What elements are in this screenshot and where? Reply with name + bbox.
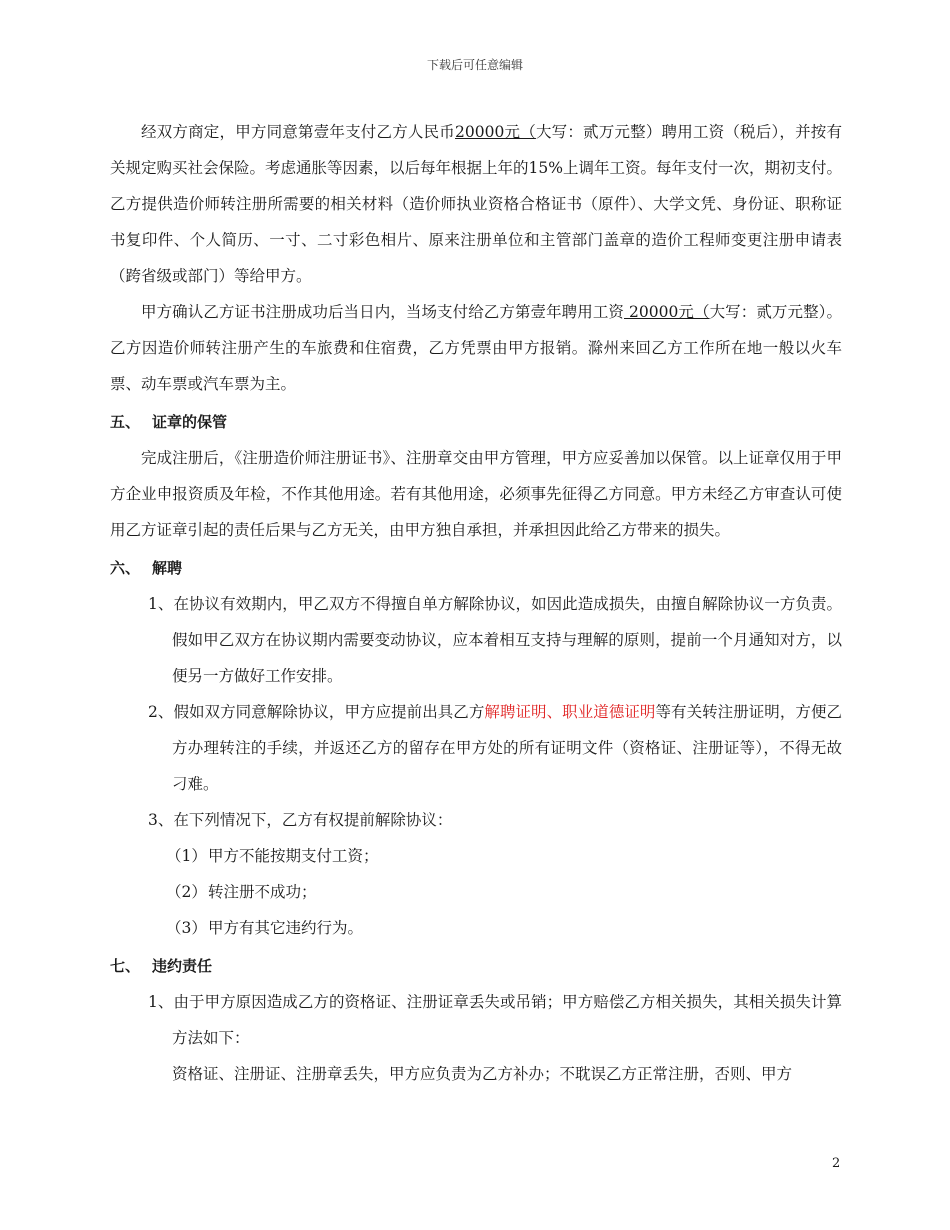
section-title: 违约责任 [152, 957, 213, 975]
highlight-separator: 、 [546, 703, 563, 721]
sub-item-text: 转注册不成功； [208, 883, 317, 901]
section-6-item-1: 1、在协议有效期内，甲乙双方不得擅自单方解除协议，如因此造成损失，由擅自解除协议一方负责。假如甲乙双方在协议期内需要变动协议，应本着相互支持与理解的原则，提前一个月通知对方，以便另一方做好工作安排。 [148, 595, 842, 685]
section-6-sub-item [110, 874, 842, 910]
sub-item-number: （3） [166, 919, 207, 937]
section-6-heading [110, 550, 842, 586]
section-title: 证章的保管 [152, 413, 228, 431]
sub-item-number: （1） [166, 847, 207, 865]
intro-paragraph-1 [110, 114, 842, 294]
section-number: 六、 [110, 559, 141, 577]
document-body [110, 114, 842, 1092]
text-run: 2、假如双方同意解除协议，甲方应提前出具乙方 [148, 703, 485, 721]
section-6-item-3: 3、在下列情况下，乙方有权提前解除协议： [148, 811, 453, 829]
section-number: 七、 [110, 957, 141, 975]
page-header: 下载后可任意编辑 [426, 58, 523, 72]
salary-amount: 20000元（ [624, 303, 710, 321]
highlight-ethics-certificate: 职业道德证明 [562, 703, 656, 721]
intro-paragraph-2 [110, 294, 842, 402]
section-5-heading [110, 404, 842, 440]
section-6-item-2 [110, 694, 842, 802]
section-7-item-1: 1、由于甲方原因造成乙方的资格证、注册证章丢失或吊销；甲方赔偿乙方相关损失，其相关损失计算方法如下： [148, 993, 842, 1047]
page-number: 2 [832, 1156, 841, 1171]
text-run: 大写：贰万元整）。乙方因造价师转注册产生的车旅费和住宿费，乙方凭票由甲方报销。滁州来回乙方工作所在地一般以火车票、动车票或汽车票为主。 [110, 303, 842, 393]
text-run: 等有关转注册证明，方便乙方办理转注的手续，并返还乙方的留存在甲方处的所有证明文件（资格证、注册证等），不得无故刁难。 [172, 703, 842, 793]
section-7-continuation: 资格证、注册证、注册章丢失，甲方应负责为乙方补办；不耽误乙方正常注册，否则、甲方 [172, 1065, 793, 1083]
section-title: 解聘 [152, 559, 183, 577]
salary-amount: 20000元（ [455, 123, 536, 141]
section-6-sub-item [110, 910, 842, 946]
section-number: 五、 [110, 413, 141, 431]
sub-item-number: （2） [166, 883, 207, 901]
sub-item-text: 甲方不能按期支付工资； [208, 847, 379, 865]
text-run: 甲方确认乙方证书注册成功后当日内，当场支付给乙方第壹年聘用工资 [141, 303, 625, 321]
text-run: 经双方商定，甲方同意第壹年支付乙方人民币 [141, 123, 456, 141]
text-run: 大写：贰万元整）聘用工资（税后），并按有关规定购买社会保险。考虑通胀等因素，以后每年根据上年的15%上调年工资。每年支付一次，期初支付。乙方提供造价师转注册所需要的相关材料（造价师执业资格合格证书（原件）、大学文凭、身份证、职称证书复印件、个人简历、一寸、二寸彩色相片、原来注册单位和主管部门盖章的造价工程师变更注册申请表（跨省级或部门）等给甲方。 [110, 123, 842, 285]
section-7-heading [110, 948, 842, 984]
section-6-sub-item [110, 838, 842, 874]
section-5-body: 完成注册后，《注册造价师注册证书》、注册章交由甲方管理，甲方应妥善加以保管。以上证章仅用于甲方企业申报资质及年检，不作其他用途。若有其他用途，必须事先征得乙方同意。甲方未经乙方审查认可使用乙方证章引起的责任后果与乙方无关，由甲方独自承担，并承担因此给乙方带来的损失。 [110, 449, 842, 539]
sub-item-text: 甲方有其它违约行为。 [208, 919, 364, 937]
highlight-dismissal-certificate: 解聘证明 [484, 703, 547, 721]
